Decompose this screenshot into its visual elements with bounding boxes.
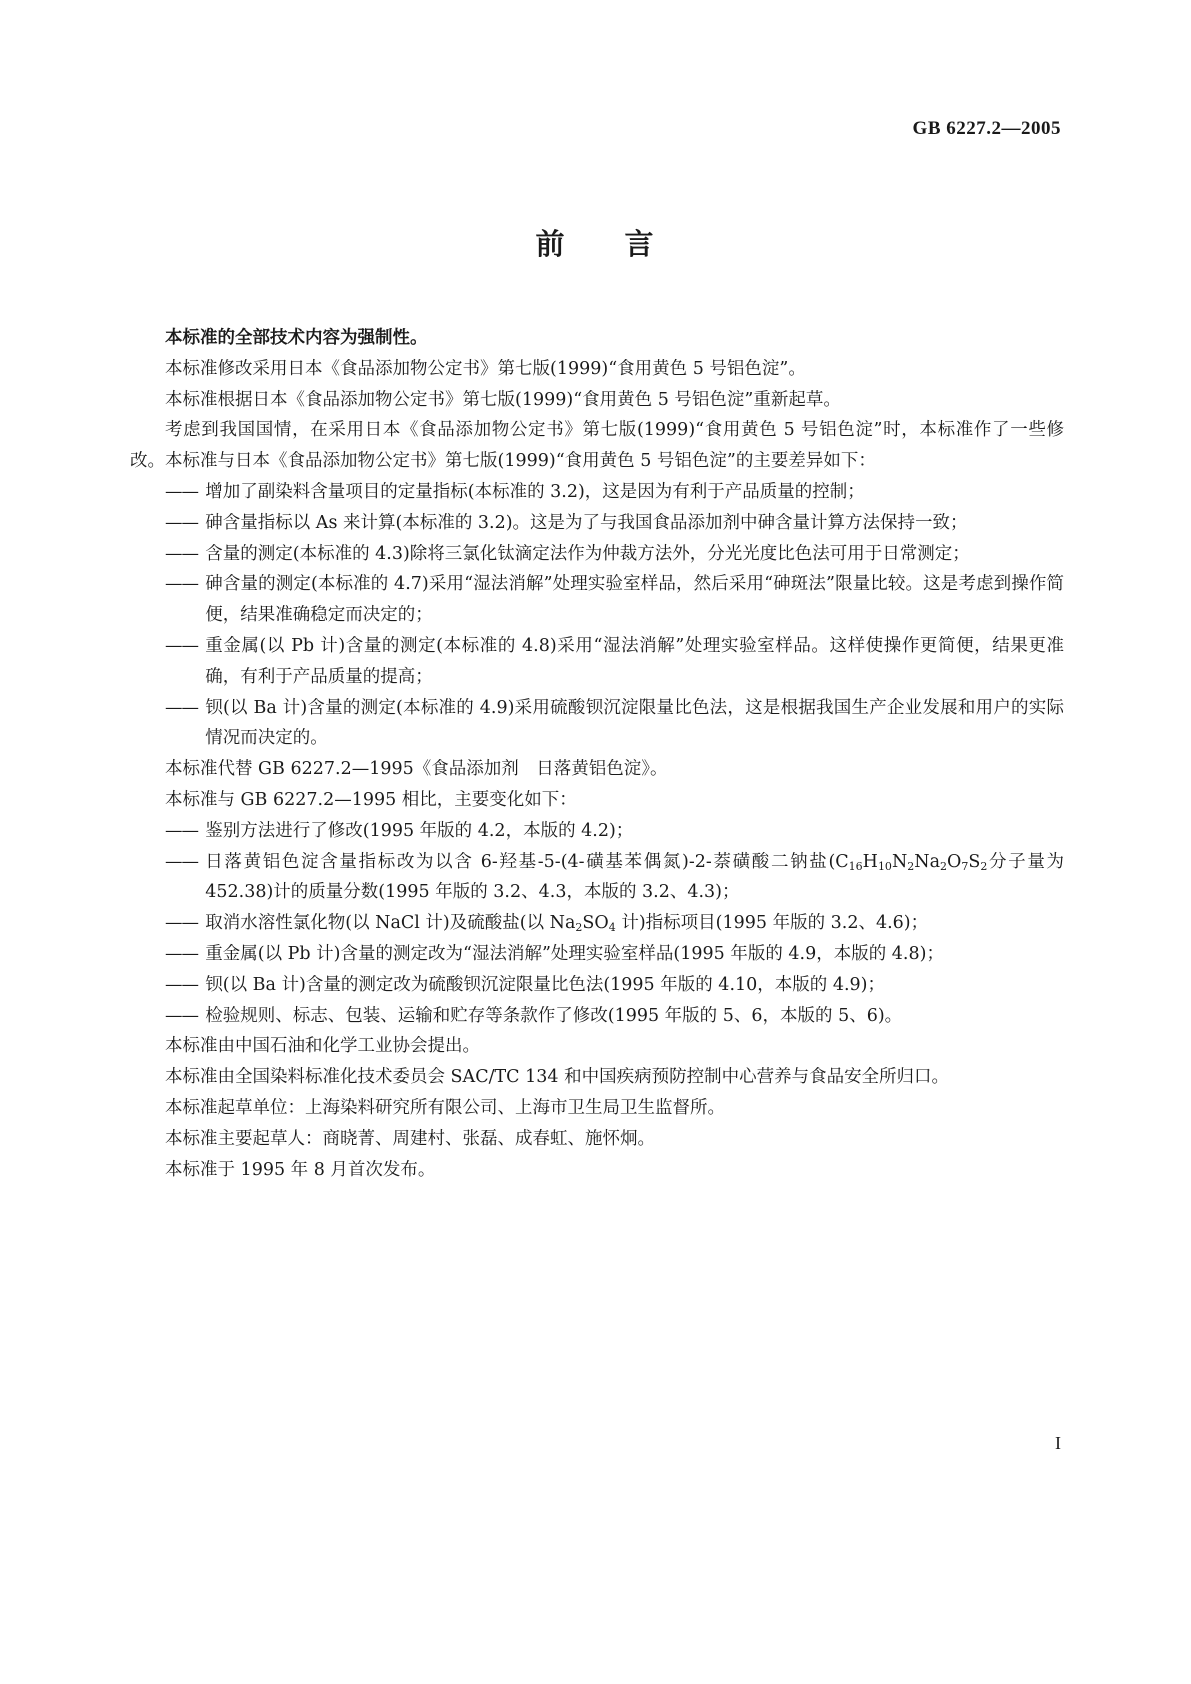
formula-subscript: 10 [877,859,892,873]
change-text-tail: 计)指标项目(1995 年版的 3.2、4.6)； [615,913,929,934]
paragraph-replaces: 本标准代替 GB 6227.2—1995《食品添加剂 日落黄铝色淀》。 [165,759,668,780]
dash-marker: —— [165,481,198,502]
list-item-text: 砷含量的测定(本标准的 4.7)采用“湿法消解”处理实验室样品，然后采用“砷斑法”限量比较。这是考虑到操作简便，结果准确稳定而决定的； [205,574,1064,626]
dash-marker: —— [165,943,198,964]
dash-marker: —— [165,974,198,995]
paragraph-changes-intro: 本标准与 GB 6227.2—1995 相比，主要变化如下： [165,789,577,810]
dash-marker: —— [165,512,198,533]
differences-list [130,477,1064,754]
dash-marker: —— [165,913,198,934]
standard-code: GB 6227.2—2005 [912,118,1061,139]
dash-marker: —— [165,635,198,656]
list-item-text: 增加了副染料含量项目的定量指标(本标准的 3.2)，这是因为有利于产品质量的控制； [205,481,865,502]
list-item-text: 砷含量指标以 As 来计算(本标准的 3.2)。这是为了与我国食品添加剂中砷含量计算方法保持一致； [205,512,968,533]
change-text-tail: 分子量为 452.38)计的质量分数(1995 年版的 3.2、4.3，本版的 3.2、4.3)； [205,851,1065,903]
changes-list [130,816,1064,1032]
formula-element: C [835,851,849,872]
formula-element: S [968,851,981,872]
formula-subscript: 2 [575,921,583,935]
page-title [0,222,1191,263]
list-item [165,569,1064,631]
paragraph-adoption: 本标准修改采用日本《食品添加物公定书》第七版(1999)“食用黄色 5 号铝色淀”。 [165,358,806,379]
dash-marker: —— [165,697,198,718]
change-text-lead: 日落黄铝色淀含量指标改为以含 6-羟基-5-(4-磺基苯偶氮)-2-萘磺酸二钠盐( [205,851,836,872]
dash-marker: —— [165,820,198,841]
formula-subscript: 2 [907,859,915,873]
list-item-text: 重金属(以 Pb 计)含量的测定改为“湿法消解”处理实验室样品(1995 年版的 4.9，本版的 4.8)； [205,943,944,964]
list-item [165,939,1064,970]
list-item-text: 钡(以 Ba 计)含量的测定(本标准的 4.9)采用硫酸钡沉淀限量比色法，这是根据我国生产企业发展和用户的实际情况而决定的。 [205,697,1064,749]
formula-element: N [891,851,908,872]
list-item-text: 重金属(以 Pb 计)含量的测定(本标准的 4.8)采用“湿法消解”处理实验室样品。这样使操作更简便，结果更准确，有利于产品质量的提高； [205,635,1064,687]
formula-subscript: 2 [940,859,947,873]
formula-subscript: 4 [608,921,616,935]
paragraph-differences-intro: 考虑到我国国情，在采用日本《食品添加物公定书》第七版(1999)“食用黄色 5 号铝色淀”时，本标准作了一些修改。本标准与日本《食品添加物公定书》第七版(1999)“食用黄色 5 号铝色淀”的主要差异如下： [130,420,1064,472]
list-item [165,693,1064,755]
list-item [165,816,1064,847]
foreword-body [130,323,1064,1185]
paragraph-drafters: 本标准主要起草人：商晓菁、周建村、张磊、成春虹、施怀炯。 [165,1128,655,1149]
formula-element: Na [914,851,940,872]
paragraph-centralized: 本标准由全国染料标准化技术委员会 SAC/TC 134 和中国疾病预防控制中心营养与食品安全所归口。 [165,1067,950,1088]
formula-element: O [947,851,962,872]
formula-subscript: 7 [961,859,969,873]
list-item [165,477,1064,508]
paragraph-drafting: 本标准根据日本《食品添加物公定书》第七版(1999)“食用黄色 5 号铝色淀”重新起草。 [165,389,841,410]
paragraph-mandatory: 本标准的全部技术内容为强制性。 [165,328,428,348]
page-number: I [1055,1433,1061,1453]
formula [835,852,987,872]
list-item [165,508,1064,539]
formula-element: SO [582,913,609,934]
list-item-text: 钡(以 Ba 计)含量的测定改为硫酸钡沉淀限量比色法(1995 年版的 4.10，本版的 4.9)； [205,974,885,995]
list-item-text [205,847,1064,909]
list-item-text: 检验规则、标志、包装、运输和贮存等条款作了修改(1995 年版的 5、6，本版的 5、6)。 [205,1005,903,1026]
dash-marker: —— [165,574,198,595]
list-item [165,908,1064,939]
formula-subscript: 16 [848,859,863,873]
change-text-lead: 取消水溶性氯化物(以 NaCl 计)及硫酸盐(以 Na [205,913,576,934]
list-item [165,970,1064,1001]
dash-marker: —— [165,851,198,872]
paragraph-drafting-units: 本标准起草单位：上海染料研究所有限公司、上海市卫生局卫生监督所。 [165,1097,725,1118]
list-item [165,1001,1064,1032]
dash-marker: —— [165,1005,198,1026]
dash-marker: —— [165,543,198,564]
title-char-2: 言 [624,227,656,261]
title-char-1: 前 [535,227,567,261]
list-item-text: 含量的测定(本标准的 4.3)除将三氯化钛滴定法作为仲裁方法外，分光光度比色法可用于日常测定； [205,543,970,564]
list-item-text: 鉴别方法进行了修改(1995 年版的 4.2，本版的 4.2)； [205,820,634,841]
paragraph-first-issued: 本标准于 1995 年 8 月首次发布。 [165,1159,436,1180]
list-item [165,539,1064,570]
list-item [165,847,1064,909]
list-item [165,631,1064,693]
paragraph-proposer: 本标准由中国石油和化学工业协会提出。 [165,1036,480,1057]
formula-subscript: 2 [980,859,988,873]
formula-element: H [862,851,878,872]
list-item-text [205,908,1064,939]
